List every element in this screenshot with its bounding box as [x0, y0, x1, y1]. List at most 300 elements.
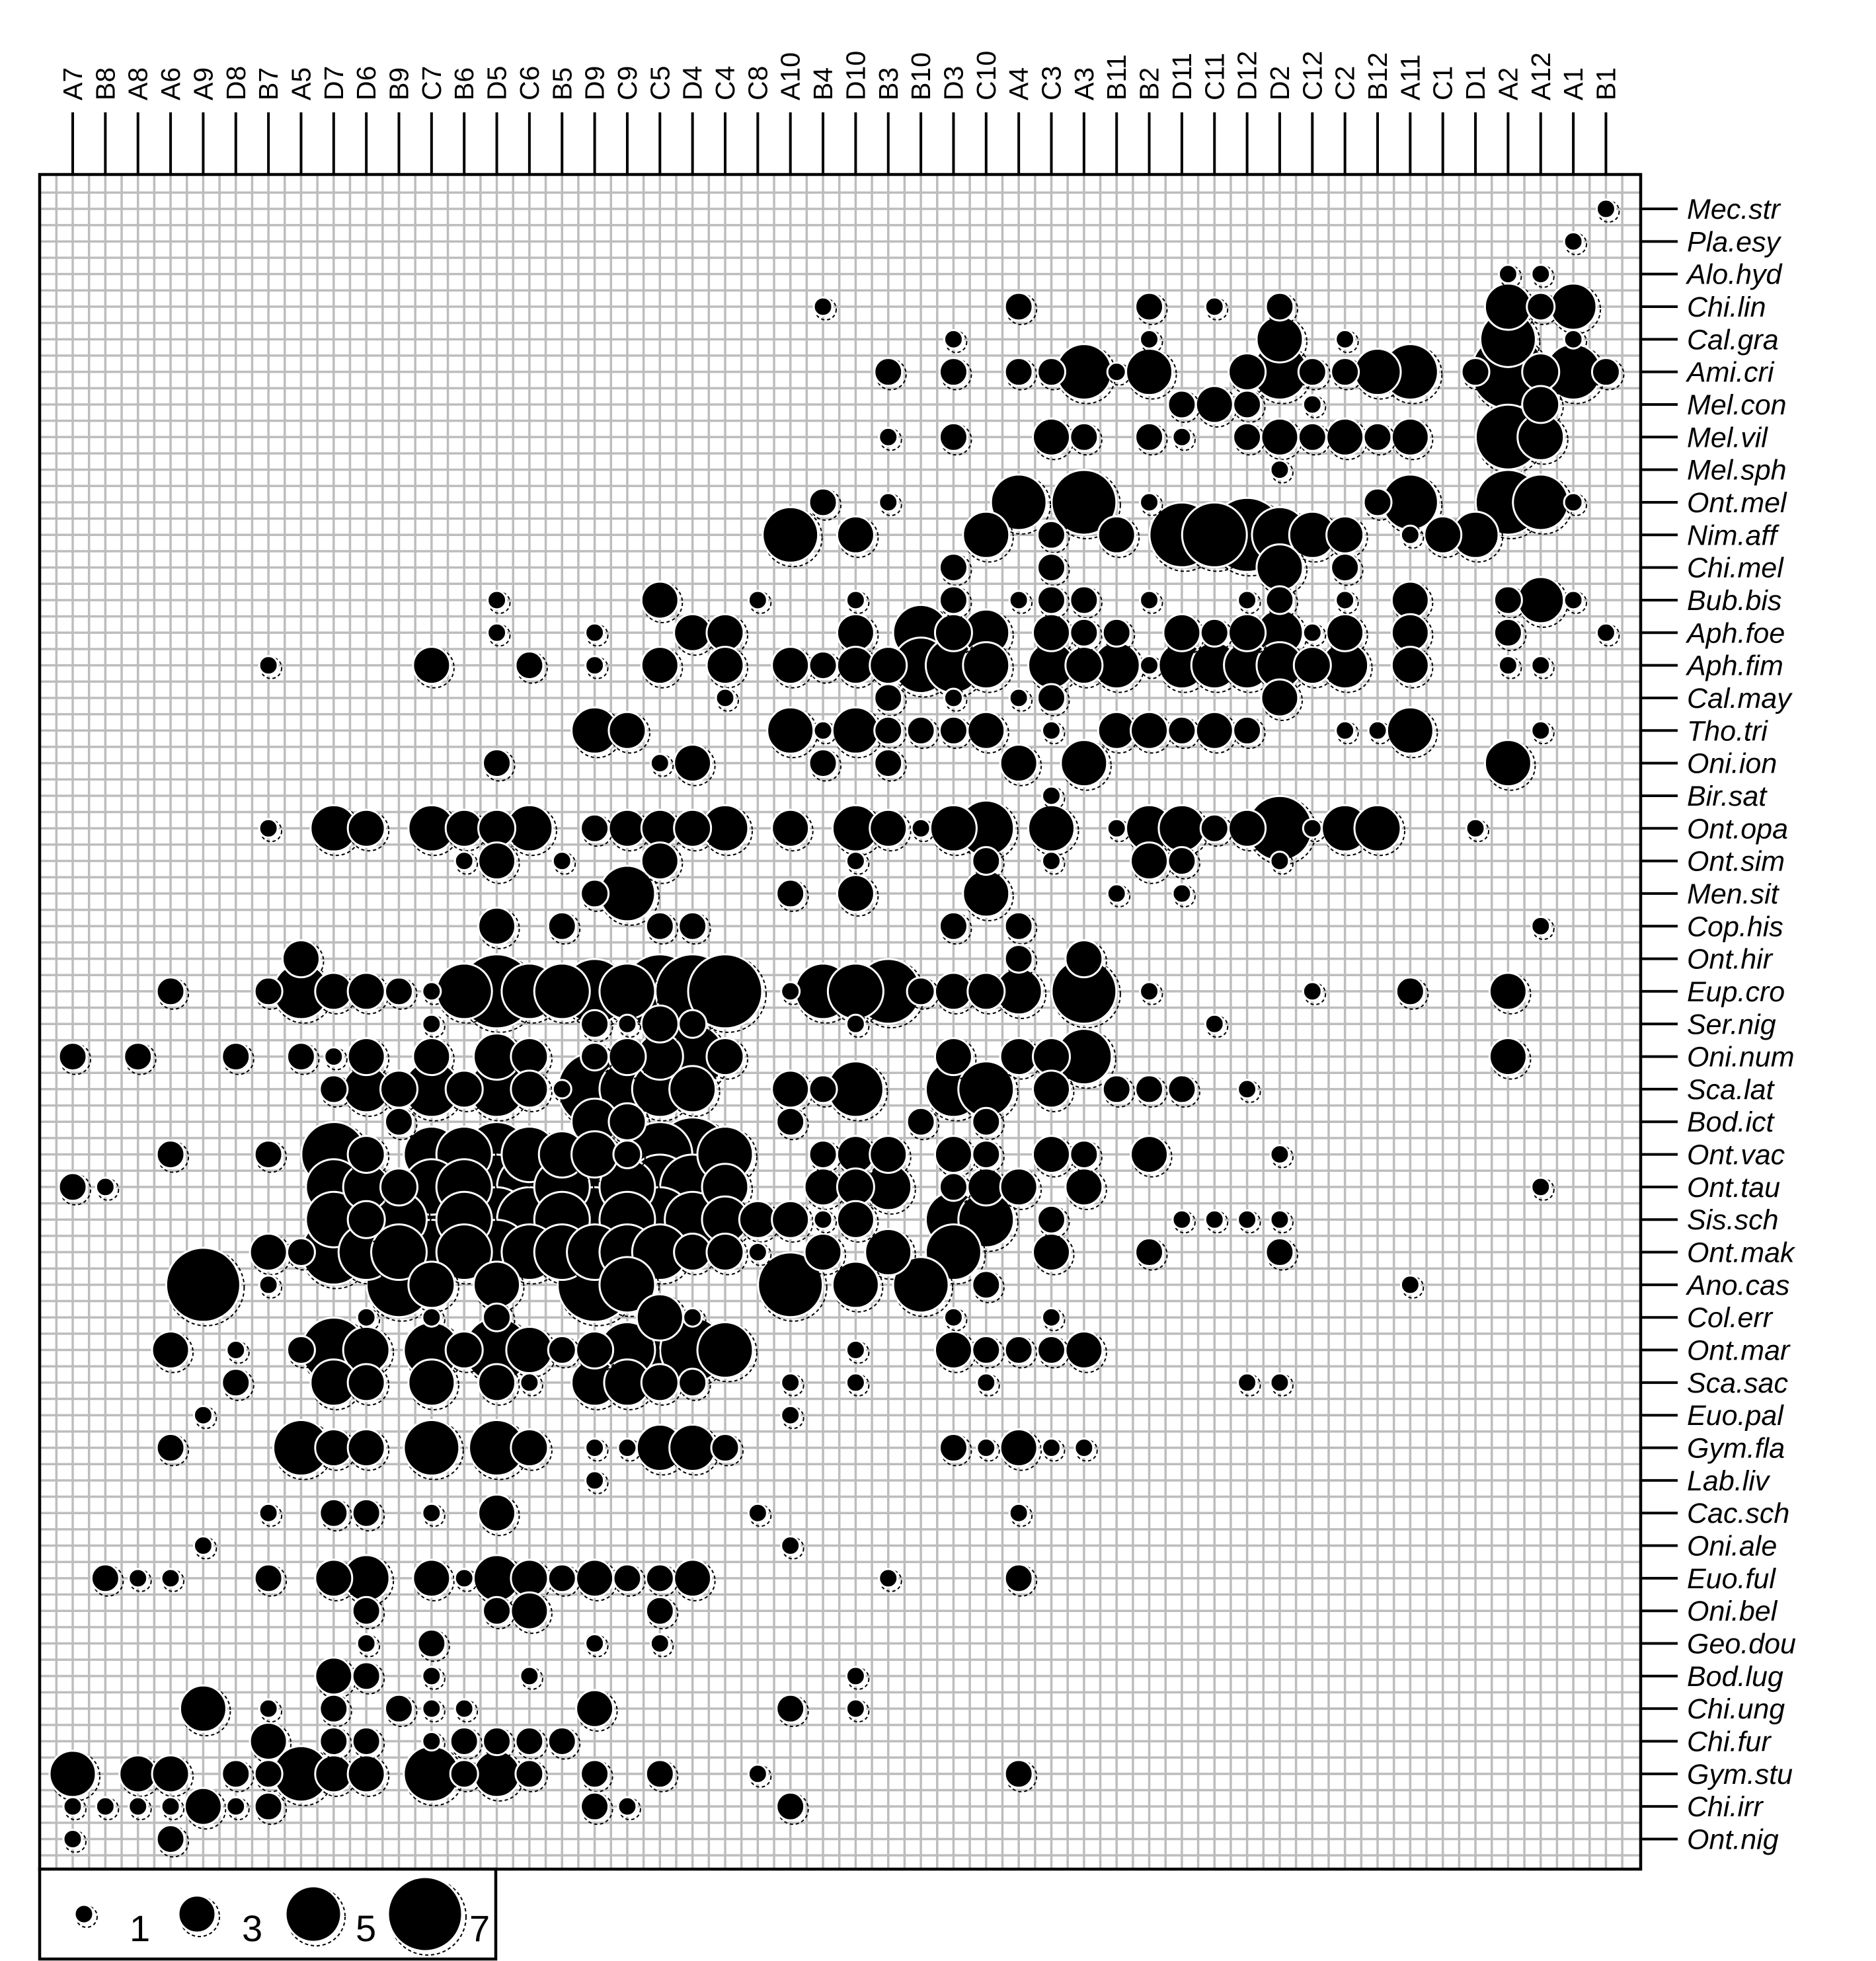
bubble-dot [1261, 679, 1298, 716]
bubble-dot [581, 880, 609, 907]
bubble-dot [674, 614, 711, 651]
bubble-dot [1238, 1210, 1257, 1229]
legend-label: 3 [242, 1907, 263, 1949]
bubble-dot [483, 1728, 511, 1755]
bubble-dot [907, 1108, 935, 1135]
y-tick-label: Pla.esy [1687, 226, 1781, 258]
y-tick-label: Cac.sch [1687, 1498, 1790, 1530]
y-tick-label: Bod.lug [1687, 1660, 1783, 1693]
bubble-dot [254, 1792, 282, 1820]
legend [40, 1869, 496, 1959]
bubble-dot [846, 1699, 865, 1718]
bubble-dot [1098, 516, 1135, 553]
bubble-dot [222, 1043, 250, 1071]
y-tick-label: Cal.gra [1687, 324, 1779, 356]
x-tick-label: D6 [351, 65, 382, 100]
bubble-dot [1364, 488, 1391, 516]
bubble-dot [613, 1564, 641, 1592]
bubble-dot [707, 1038, 744, 1075]
bubble-dot [166, 1248, 240, 1322]
bubble-dot [1038, 586, 1066, 614]
bubble-dot [1489, 973, 1526, 1010]
x-tick-label: B9 [383, 67, 414, 100]
bubble-dot [1270, 461, 1289, 479]
bubble-dot [618, 1797, 637, 1816]
bubble-dot [674, 1234, 711, 1271]
bubble-dot [1000, 1430, 1037, 1467]
bubble-dot [413, 647, 450, 684]
x-tick-label: B11 [1101, 54, 1132, 100]
x-tick-label: D8 [220, 65, 251, 100]
bubble-dot [1042, 852, 1061, 870]
y-tick-label: Tho.tri [1687, 715, 1768, 748]
y-tick-label: Ont.sim [1687, 845, 1785, 878]
bubble-dot [1327, 418, 1364, 455]
bubble-dot [1005, 1336, 1033, 1364]
y-tick-label: Eup.cro [1687, 976, 1785, 1008]
bubble-dot [1159, 805, 1205, 851]
bubble-dot [1033, 418, 1070, 455]
bubble-dot [1140, 330, 1159, 348]
bubble-dot [404, 1420, 459, 1476]
bubble-dot [1425, 516, 1462, 553]
x-tick-label: D4 [677, 65, 708, 100]
bubble-dot [348, 973, 385, 1010]
bubble-dot [748, 1765, 767, 1783]
bubble-dot [422, 982, 441, 1001]
bubble-dot [846, 852, 865, 870]
y-tick-label: Oni.bel [1687, 1596, 1778, 1628]
bubble-dot [1257, 545, 1303, 591]
y-tick-label: Ont.mel [1687, 486, 1787, 519]
bubble-dot [781, 982, 800, 1001]
y-tick-label: Geo.dou [1687, 1628, 1796, 1660]
bubble-dot [534, 964, 590, 1019]
bubble-dot [670, 1066, 716, 1112]
bubble-dot [455, 1569, 473, 1588]
bubble-dot [1140, 493, 1159, 512]
y-tick-label: Bub.bis [1687, 584, 1782, 617]
y-tick-label: Gym.fla [1687, 1432, 1785, 1465]
bubble-dot [650, 754, 669, 773]
bubble-dot [259, 1276, 278, 1294]
bubble-dot [809, 750, 837, 777]
bubble-dot [772, 647, 809, 684]
y-tick-label: Ont.opa [1687, 813, 1788, 845]
bubble-dot [320, 1728, 348, 1755]
bubble-dot [157, 1434, 184, 1462]
y-tick-label: Ont.vac [1687, 1139, 1785, 1171]
bubble-dot [1532, 721, 1550, 740]
bubble-dot [674, 810, 711, 847]
bubble-dot [716, 689, 734, 707]
bubble-dot [1200, 619, 1228, 646]
bubble-dot [581, 1043, 609, 1071]
bubble-dot [455, 852, 473, 870]
bubble-dot [455, 1699, 473, 1718]
bubble-dot [422, 1699, 441, 1718]
x-tick-label: A6 [155, 67, 186, 100]
bubble-dot [1270, 852, 1289, 870]
x-tick-label: D3 [938, 65, 969, 100]
bubble-dot [739, 1201, 776, 1238]
bubble-dot [1136, 1239, 1163, 1266]
bubble-dot [516, 1760, 543, 1788]
bubble-dot [254, 1760, 282, 1788]
bubble-dot [1000, 745, 1037, 782]
bubble-dot [161, 1797, 180, 1816]
x-tick-label: A11 [1395, 54, 1426, 100]
bubble-dot [548, 1336, 576, 1364]
y-tick-label: Oni.ale [1687, 1530, 1778, 1562]
bubble-dot [977, 1373, 996, 1392]
bubble-dot [1042, 721, 1061, 740]
bubble-dot [641, 582, 678, 619]
bubble-dot [814, 1210, 832, 1229]
x-tick-label: D10 [840, 50, 871, 100]
bubble-dot [1029, 805, 1075, 851]
x-tick-label: B1 [1590, 67, 1622, 100]
bubble-dot [972, 1141, 1000, 1169]
bubble-dot [1070, 619, 1098, 646]
bubble-dot [1485, 284, 1531, 330]
x-tick-label: B6 [449, 67, 480, 100]
bubble-dot [646, 912, 674, 940]
x-tick-label: C6 [514, 65, 545, 100]
bubble-dot [315, 1430, 352, 1467]
bubble-dot [348, 810, 385, 847]
bubble-dot [227, 1797, 245, 1816]
bubble-dot [679, 1369, 707, 1397]
bubble-dot [63, 1830, 82, 1849]
bubble-dot [972, 1336, 1000, 1364]
bubble-dot [1070, 423, 1098, 451]
x-tick-label: A1 [1558, 67, 1589, 100]
bubble-dot [935, 973, 972, 1010]
bubble-dot [1075, 1439, 1093, 1457]
bubble-dot [963, 512, 1009, 558]
bubble-dot [553, 852, 571, 870]
x-tick-label: D7 [318, 65, 349, 100]
y-tick-label: Bir.sat [1687, 780, 1767, 812]
x-tick-label: A2 [1493, 67, 1524, 100]
bubble-dot [1238, 1373, 1257, 1392]
x-tick-label: C12 [1297, 50, 1328, 100]
y-tick-label: Ser.nig [1687, 1009, 1776, 1041]
bubble-dot [1196, 712, 1233, 749]
bubble-dot [1499, 656, 1517, 675]
bubble-dot [944, 330, 962, 348]
bubble-dot [1061, 740, 1107, 787]
bubble-dot [1229, 810, 1266, 847]
bubble-dot [939, 554, 967, 582]
bubble-dot [870, 810, 907, 847]
bubble-dot [479, 810, 516, 847]
bubble-dot [315, 1755, 352, 1792]
bubble-dot [511, 1592, 548, 1629]
bubble-dot [609, 712, 646, 749]
bubble-dot [1033, 1234, 1070, 1271]
bubble-dot [520, 1373, 539, 1392]
bubble-dot [1168, 847, 1196, 875]
bubble-dot [772, 1071, 809, 1108]
bubble-dot [120, 1755, 157, 1792]
bubble-dot [1066, 647, 1103, 684]
bubble-dot [1564, 591, 1583, 609]
x-tick-label: B8 [90, 67, 121, 100]
x-tick-label: B2 [1134, 67, 1165, 100]
bubble-dot [777, 880, 804, 907]
bubble-dot [357, 1308, 375, 1327]
y-tick-label: Euo.pal [1687, 1400, 1783, 1432]
bubble-dot [1103, 619, 1130, 646]
x-tick-label: C3 [1036, 65, 1067, 100]
bubble-dot [879, 1569, 898, 1588]
bubble-dot [1298, 358, 1326, 386]
legend-label: 7 [469, 1907, 490, 1949]
x-tick-label: C10 [970, 50, 1001, 100]
bubble-dot [357, 1634, 375, 1653]
bubble-dot [1532, 1178, 1550, 1196]
bubble-dot [581, 1010, 609, 1038]
bubble-dot [1005, 358, 1033, 386]
bubble-dot [1499, 265, 1517, 284]
bubble-dot [259, 819, 278, 837]
y-tick-label: Nim.aff [1687, 519, 1778, 552]
bubble-dot [846, 1341, 865, 1360]
bubble-dot [446, 1071, 483, 1108]
bubble-dot [846, 591, 865, 609]
bubble-dot [1532, 917, 1550, 935]
bubble-dot [96, 1797, 114, 1816]
bubble-dot [832, 1262, 879, 1308]
bubble-dot [1368, 721, 1387, 740]
bubble-dot [646, 1564, 674, 1592]
bubble-dot [846, 1667, 865, 1685]
bubble-dot [1107, 884, 1126, 903]
bubble-dot [1532, 656, 1550, 675]
bubble-dot [1009, 591, 1028, 609]
bubble-dot [1238, 1080, 1257, 1098]
bubble-dot [1527, 293, 1555, 321]
bubble-dot [679, 1010, 707, 1038]
bubble-dot [511, 1071, 548, 1108]
bubble-dot [1136, 293, 1163, 321]
x-tick-label: B5 [547, 67, 578, 100]
bubble-dot [1131, 712, 1168, 749]
y-tick-label: Cal.may [1687, 682, 1791, 714]
y-tick-label: Sca.lat [1687, 1073, 1774, 1106]
bubble-dot [483, 1303, 511, 1331]
y-tick-label: Oni.num [1687, 1041, 1795, 1073]
bubble-dot [935, 1038, 972, 1075]
bubble-dot [418, 1630, 446, 1658]
bubble-dot [1005, 1564, 1033, 1592]
x-tick-label: B7 [253, 67, 284, 100]
bubble-dot [325, 1048, 343, 1066]
bubble-dot [944, 1308, 962, 1327]
bubble-dot [1066, 1332, 1103, 1369]
bubble-dot [348, 1364, 385, 1401]
bubble-dot [479, 907, 516, 944]
bubble-dot [1270, 1210, 1289, 1229]
y-tick-label: Chi.irr [1687, 1791, 1763, 1824]
bubble-dot [1303, 395, 1321, 414]
bubble-dot [977, 1439, 996, 1457]
bubble-dot [320, 1075, 348, 1103]
bubble-dot [944, 689, 962, 707]
bubble-dot [1233, 391, 1261, 418]
bubble-dot [674, 745, 711, 782]
bubble-dot [222, 1760, 250, 1788]
bubble-dot [641, 843, 678, 880]
bubble-dot [479, 1364, 516, 1401]
y-tick-label: Mec.str [1687, 194, 1780, 225]
bubble-dot [870, 647, 907, 684]
bubble-dot [1532, 265, 1550, 284]
bubble-dot [1303, 819, 1321, 837]
bubble-dot [96, 1178, 114, 1196]
legend-label: 5 [356, 1907, 377, 1949]
y-tick-label: Sis.sch [1687, 1204, 1779, 1237]
bubble-dot [1336, 721, 1354, 740]
bubble-dot [609, 1038, 646, 1075]
bubble-dot [348, 1430, 385, 1467]
bubble-dot [935, 1136, 972, 1173]
bubble-dot [968, 973, 1005, 1010]
bubble-dot [748, 1243, 767, 1262]
bubble-dot [259, 656, 278, 675]
bubble-dot [348, 1038, 385, 1075]
bubble-dot [572, 1132, 618, 1178]
bubble-dot [1066, 941, 1103, 978]
bubble-dot [422, 1308, 441, 1327]
bubble-dot [1401, 1276, 1419, 1294]
bubble-dot [1005, 293, 1033, 321]
bubble-dot [446, 1332, 483, 1369]
x-tick-label: D1 [1460, 65, 1491, 100]
bubble-dot [586, 1439, 604, 1457]
bubble-dot [1229, 354, 1266, 391]
bubble-dot [1238, 591, 1257, 609]
x-tick-label: A12 [1525, 52, 1556, 100]
bubble-dot [488, 591, 506, 609]
bubble-dot [870, 1136, 907, 1173]
bubble-dot [1596, 200, 1615, 218]
bubble-dot [875, 750, 902, 777]
y-tick-label: Chi.ung [1687, 1693, 1785, 1726]
bubble-dot [287, 1043, 315, 1071]
y-tick-label: Lab.liv [1687, 1465, 1770, 1497]
bubble-dot [1205, 1015, 1224, 1033]
bubble-dot [968, 1169, 1005, 1206]
bubble-dot [846, 1373, 865, 1392]
bubble-dot [1391, 614, 1428, 651]
bubble-dot [1140, 591, 1159, 609]
y-tick-label: Ont.nig [1687, 1824, 1779, 1856]
bubble-dot [413, 1038, 450, 1075]
bubble-dot [1131, 843, 1168, 880]
bubble-dot [646, 1760, 674, 1788]
bubble-dot [939, 912, 967, 940]
bubble-dot [91, 1564, 119, 1592]
bubble-dot [506, 1327, 553, 1373]
bubble-dot [1066, 1169, 1103, 1206]
bubble-dot [679, 912, 707, 940]
bubble-dot [939, 586, 967, 614]
bubble-dot [1163, 614, 1200, 651]
bubble-dot [1136, 423, 1163, 451]
bubble-dot [385, 1695, 413, 1722]
bubble-dot [250, 1723, 287, 1760]
bubble-dot [381, 1071, 418, 1108]
bubble-dot [1173, 428, 1191, 446]
bubble-dot [385, 978, 413, 1005]
bubble-dot [194, 1537, 212, 1555]
bubble-dot [1070, 586, 1098, 614]
bubble-dot [348, 1755, 385, 1792]
legend-bubble [75, 1905, 93, 1923]
bubble-dot [320, 1695, 348, 1722]
bubble-dot [1233, 716, 1261, 744]
bubble-dot [422, 1667, 441, 1685]
bubble-dot [1038, 521, 1066, 549]
bubble-dot [837, 1136, 874, 1173]
bubble-dot [157, 1826, 184, 1853]
bubble-dot [1168, 716, 1196, 744]
bubble-dot [422, 1504, 441, 1522]
bubble-dot [1136, 1075, 1163, 1103]
bubble-dot [939, 1173, 967, 1201]
bubble-dot [1401, 525, 1419, 544]
bubble-dot [1298, 423, 1326, 451]
y-tick-label: Bod.ict [1687, 1106, 1774, 1139]
bubble-dot [814, 721, 832, 740]
bubble-dot [287, 1239, 315, 1266]
bubble-dot [1331, 358, 1359, 386]
bubble-dot [586, 656, 604, 675]
bubble-dot [1229, 614, 1266, 651]
bubble-dot [516, 1728, 543, 1755]
bubble-dot [1354, 349, 1401, 395]
bubble-dot [1033, 614, 1070, 651]
bubble-dot [446, 810, 483, 847]
bubble-dot [1140, 982, 1159, 1001]
bubble-dot [1173, 1210, 1191, 1229]
bubble-dot [1327, 516, 1364, 553]
bubble-dot [963, 642, 1009, 689]
bubble-dot [516, 652, 543, 679]
bubble-dot [939, 1434, 967, 1462]
bubble-dot [930, 805, 976, 851]
bubble-dot [828, 964, 883, 1019]
bubble-dot [777, 1792, 804, 1820]
bubble-dot [684, 1308, 702, 1327]
y-tick-label: Alo.hyd [1687, 258, 1782, 291]
bubble-dot [1466, 819, 1485, 837]
bubble-dot [1168, 1075, 1196, 1103]
bubble-dot [1038, 684, 1066, 712]
bubble-dot [385, 1108, 413, 1135]
bubble-dot [1485, 740, 1531, 787]
bubble-dot [613, 1141, 641, 1169]
y-tick-label: Ont.tau [1687, 1171, 1781, 1204]
x-tick-label: C9 [611, 65, 643, 100]
bubble-dot [837, 875, 874, 912]
bubble-dot [1387, 707, 1433, 753]
bubble-dot [972, 847, 1000, 875]
bubble-dot [879, 493, 898, 512]
